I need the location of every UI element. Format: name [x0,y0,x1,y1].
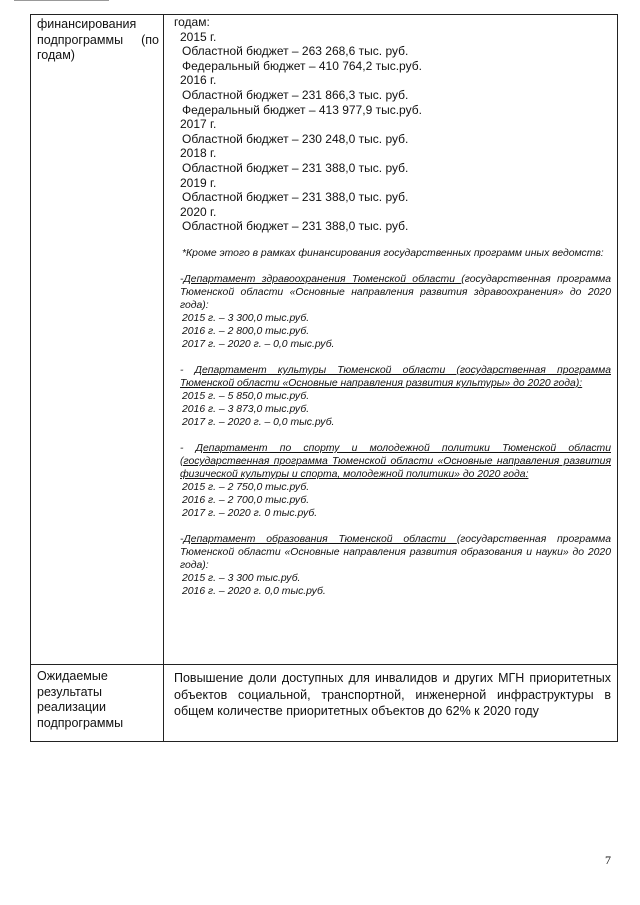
department-amount: 2015 г. – 5 850,0 тыс.руб. [182,390,310,402]
spacer [172,520,611,533]
results-label-cell [31,665,164,742]
funding-row [31,15,618,665]
year-label: 2020 г. [180,204,217,219]
spacer [172,260,611,273]
department-amount: 2016 г. – 2020 г. 0,0 тыс.руб. [182,585,326,597]
department-paragraph: - Департамент по спорту и молодежной политики Тюменской области (государственная программа Тюменской области «Основные направления развития физической культуры и спорта, молодежной политики» до 2020 года: [180,442,611,480]
department-amount: 2015 г. – 3 300,0 тыс.руб. [182,312,310,324]
year-label: 2017 г. [180,117,217,132]
budget-line: Федеральный бюджет – 413 977,9 тыс.руб. [182,102,422,117]
program-name: (государственная программа Тюменской области «Основные направления развития образования и науки» до 2020 года): [180,533,612,571]
budget-line: Областной бюджет – 231 388,0 тыс. руб. [182,160,409,175]
year-label: 2019 г. [180,175,217,190]
department-name: Департамент здравоохранения Тюменской области [183,273,462,285]
results-label: Ожидаемые результаты реализации подпрограммы [37,669,124,730]
spacer [172,351,611,364]
department-name: Департамент культуры Тюменской области (государственная программа Тюменской области «Основные направления развития культуры» до 2020 года): [180,364,611,389]
department-amount: 2017 г. – 2020 г. – 0,0 тыс.руб. [182,416,335,428]
department-name: Департамент образования Тюменской области [183,533,457,545]
budget-line: Областной бюджет – 230 248,0 тыс. руб. [182,131,409,146]
funding-content-cell [164,15,618,665]
page-number: 7 [605,853,611,867]
funding-intro: годам: [174,15,210,29]
year-label: 2018 г. [180,146,217,161]
department-paragraph: - Департамент культуры Тюменской области (государственная программа Тюменской области «Основные направления развития культуры» до 2020 года): [180,364,611,389]
funding-label-cell [31,15,164,665]
budget-line: Областной бюджет – 231 388,0 тыс. руб. [182,190,409,205]
budget-line: Областной бюджет – 231 866,3 тыс. руб. [182,87,409,102]
passport-table [30,14,618,742]
department-amount: 2016 г. – 2 700,0 тыс.руб. [182,494,310,506]
program-name: (государственная программа Тюменской области «Основные направления развития здравоохранения» до 2020 года): [180,273,612,311]
department-amount: 2017 г. – 2020 г. – 0,0 тыс.руб. [182,338,335,350]
budget-line: Областной бюджет – 263 268,6 тыс. руб. [182,44,409,59]
other-programs-note [164,234,617,598]
department-amount: 2016 г. – 3 873,0 тыс.руб. [182,403,310,415]
funding-by-year [164,15,617,234]
department-amount: 2015 г. – 2 750,0 тыс.руб. [182,481,310,493]
results-content-cell [164,665,618,742]
year-label: 2015 г. [180,29,217,44]
department-amount: 2015 г. – 3 300 тыс.руб. [182,572,301,584]
year-list [174,30,617,234]
top-edge-mark [14,0,109,4]
department-paragraph: -Департамент образования Тюменской области (государственная программа Тюменской области «Основные направления развития образования и науки» до 2020 года): [180,533,612,571]
department-amount: 2017 г. – 2020 г. 0 тыс.руб. [182,507,318,519]
note-intro: *Кроме этого в рамках финансирования государственных программ иных ведомств: [182,247,604,259]
department-amount: 2016 г. – 2 800,0 тыс.руб. [182,325,310,337]
budget-line: Областной бюджет – 231 388,0 тыс. руб. [182,219,409,234]
funding-label: финансирования подпрограммы (по годам) [37,17,159,62]
year-label: 2016 г. [180,73,217,88]
department-paragraph: -Департамент здравоохранения Тюменской области (государственная программа Тюменской области «Основные направления развития здравоохранения» до 2020 года): [180,273,612,311]
department-name: Департамент по спорту и молодежной политики Тюменской области (государственная программа Тюменской области «Основные направления развития физической культуры и спорта, молодежной политики» до 2020 года: [180,442,611,480]
results-row [31,665,618,742]
budget-line: Федеральный бюджет – 410 764,2 тыс.руб. [182,58,422,73]
department-list [172,260,611,598]
results-text: Повышение доли доступных для инвалидов и других МГН приоритетных объектов социальной, транспортной, инженерной инфраструктуры в общем количестве приоритетных объектов до 62% к 2020 году [174,671,611,718]
spacer [172,429,611,442]
